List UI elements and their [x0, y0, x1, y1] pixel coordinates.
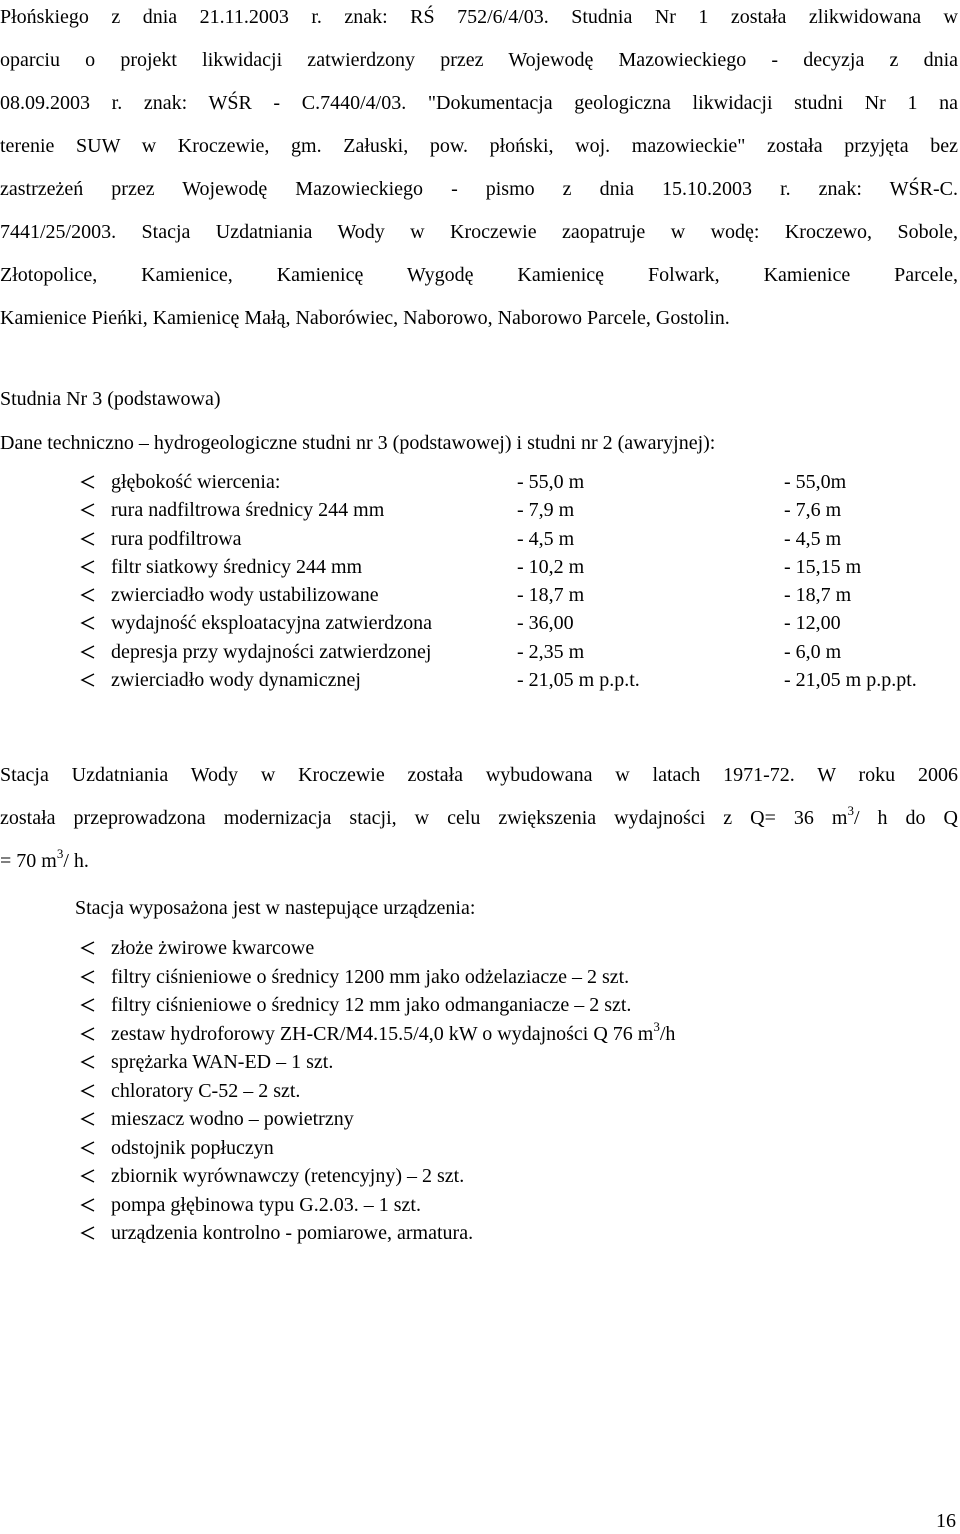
intro-line: Złotopolice, Kamienice, Kamienicę Wygodę Kamienicę Folwark, Kamienice Parcele,: [0, 264, 958, 286]
equipment-label: [111, 1105, 354, 1133]
well3-value: - 4,5 m: [517, 527, 575, 550]
technical-label: rura podfiltrowa: [111, 527, 242, 550]
arrow-bullet-icon: [80, 496, 100, 524]
technical-label: depresja przy wydajności zatwierdzonej: [111, 640, 432, 663]
arrow-bullet-icon: [80, 666, 100, 694]
technical-row: [0, 468, 940, 496]
arrow-bullet-icon: [80, 581, 100, 609]
equipment-item: [0, 1105, 940, 1134]
superscript: 3: [653, 1018, 660, 1034]
arrow-bullet-icon: [80, 1077, 100, 1105]
technical-row: [0, 609, 940, 637]
technical-row: [0, 638, 940, 666]
equipment-item: [0, 1134, 940, 1163]
equipment-text: filtry ciśnieniowe o średnicy 1200 mm jako odżelaziacze – 2 szt.: [111, 965, 630, 988]
intro-line: 7441/25/2003. Stacja Uzdatniania Wody w Kroczewie zaopatruje w wodę: Kroczewo, Sobole,: [0, 221, 958, 243]
arrow-bullet-icon: [80, 1191, 100, 1219]
modernization-text: / h do Q: [853, 807, 959, 829]
equipment-label: [111, 1191, 421, 1219]
technical-row: [0, 496, 940, 524]
well3-value: - 7,9 m: [517, 499, 575, 522]
equipment-text: odstojnik popłuczyn: [111, 1136, 274, 1159]
arrow-bullet-icon: [80, 1134, 100, 1162]
technical-row: [0, 666, 940, 694]
equipment-text: mieszacz wodno – powietrzny: [111, 1108, 354, 1130]
well3-value: - 18,7 m: [517, 584, 585, 607]
technical-label: wydajność eksploatacyjna zatwierdzona: [111, 612, 432, 635]
intro-line: zastrzeżeń przez Wojewodę Mazowieckiego - pismo z dnia 15.10.2003 r. znak: WŚR-C.: [0, 178, 958, 200]
equipment-text: filtry ciśnieniowe o średnicy 12 mm jako odmanganiacze – 2 szt.: [111, 994, 632, 1016]
equipment-label: [111, 991, 631, 1019]
equipment-item: [0, 963, 940, 992]
arrow-bullet-icon: [80, 1020, 100, 1048]
superscript: 3: [847, 803, 854, 818]
well2-value: - 7,6 m: [784, 499, 842, 522]
technical-data-table: [0, 468, 940, 694]
equipment-item: [0, 1077, 940, 1106]
technical-label: zwierciadło wody ustabilizowane: [111, 584, 379, 607]
technical-row: [0, 581, 940, 609]
intro-line: 08.09.2003 r. znak: WŚR - C.7440/4/03. "Dokumentacja geologiczna likwidacji studni Nr 1 na: [0, 92, 958, 114]
well2-value: - 55,0m: [784, 471, 847, 493]
equipment-text: /h: [659, 1022, 676, 1045]
equipment-intro: Stacja wyposażona jest w nastepujące urządzenia:: [75, 897, 476, 919]
equipment-text: zestaw hydroforowy ZH-CR/M4.15.5/4,0 kW o wydajności Q 76 m: [111, 1022, 654, 1045]
arrow-bullet-icon: [80, 525, 100, 553]
arrow-bullet-icon: [80, 1048, 100, 1076]
equipment-item: [0, 1162, 940, 1191]
arrow-bullet-icon: [80, 609, 100, 637]
arrow-bullet-icon: [80, 468, 100, 496]
equipment-label: [111, 934, 314, 962]
intro-paragraph: [0, 2, 958, 346]
intro-line: Kamienice Pieńki, Kamienicę Małą, Naborówiec, Naborowo, Naborowo Parcele, Gostolin.: [0, 307, 730, 329]
arrow-bullet-icon: [80, 1219, 100, 1247]
equipment-label: [111, 1077, 300, 1105]
equipment-text: pompa głębinowa typu G.2.03. – 1 szt.: [111, 1193, 421, 1216]
well2-value: - 12,00: [784, 612, 841, 635]
well2-value: - 6,0 m: [784, 640, 842, 663]
well2-value: - 21,05 m p.p.pt.: [784, 669, 917, 692]
well2-value: - 15,15 m: [784, 555, 862, 578]
equipment-item: [0, 1191, 940, 1220]
intro-line: Płońskiego z dnia 21.11.2003 r. znak: RŚ 752/6/4/03. Studnia Nr 1 została zlikwidowana w: [0, 6, 958, 28]
equipment-label: [111, 1048, 333, 1076]
technical-row: [0, 525, 940, 553]
technical-label: zwierciadło wody dynamicznej: [111, 669, 361, 692]
equipment-item: [0, 934, 940, 963]
arrow-bullet-icon: [80, 1162, 100, 1190]
intro-line: terenie SUW w Kroczewie, gm. Załuski, pow. płoński, woj. mazowieckie" została przyjęta bez: [0, 135, 958, 157]
equipment-text: chloratory C-52 – 2 szt.: [111, 1079, 301, 1102]
well3-value: - 21,05 m p.p.t.: [517, 669, 640, 692]
modernization-text: = 70 m: [0, 850, 57, 872]
equipment-label: [111, 963, 629, 991]
page-number: 16: [936, 1510, 956, 1532]
well2-value: - 4,5 m: [784, 527, 842, 550]
equipment-list: [0, 934, 940, 1248]
equipment-item: [0, 1219, 940, 1248]
technical-label: głębokość wiercenia:: [111, 471, 281, 493]
arrow-bullet-icon: [80, 553, 100, 581]
arrow-bullet-icon: [80, 991, 100, 1019]
arrow-bullet-icon: [80, 963, 100, 991]
well3-value: - 2,35 m: [517, 640, 585, 663]
section-heading: Studnia Nr 3 (podstawowa): [0, 388, 221, 410]
well3-value: - 55,0 m: [517, 471, 585, 493]
well2-value: - 18,7 m: [784, 584, 852, 607]
equipment-label: [111, 1162, 464, 1190]
arrow-bullet-icon: [80, 934, 100, 962]
technical-row: [0, 553, 940, 581]
superscript: 3: [56, 846, 64, 861]
equipment-label: [111, 1134, 274, 1162]
modernization-text: została przeprowadzona modernizacja stacji, w celu zwiększenia wydajności z Q= 36 m: [0, 807, 848, 829]
equipment-label: [111, 1020, 675, 1050]
modernization-paragraph: [0, 760, 958, 889]
modernization-line-3: [0, 846, 958, 889]
modernization-line-1: Stacja Uzdatniania Wody w Kroczewie została wybudowana w latach 1971-72. W roku 2006: [0, 764, 958, 786]
equipment-text: złoże żwirowe kwarcowe: [111, 937, 315, 959]
well3-value: - 36,00: [517, 612, 574, 635]
equipment-text: sprężarka WAN-ED – 1 szt.: [111, 1051, 334, 1073]
equipment-item: [0, 1020, 940, 1049]
equipment-item: [0, 991, 940, 1020]
arrow-bullet-icon: [80, 638, 100, 666]
equipment-text: zbiornik wyrównawczy (retencyjny) – 2 szt.: [111, 1165, 465, 1187]
technical-label: rura nadfiltrowa średnicy 244 mm: [111, 499, 385, 522]
equipment-label: [111, 1219, 473, 1247]
modernization-text: / h.: [63, 850, 89, 872]
well3-value: - 10,2 m: [517, 555, 585, 578]
intro-line: oparciu o projekt likwidacji zatwierdzony przez Wojewodę Mazowieckiego - decyzja z dnia: [0, 49, 958, 71]
equipment-item: [0, 1048, 940, 1077]
technical-label: filtr siatkowy średnicy 244 mm: [111, 555, 363, 578]
section-subheading: Dane techniczno – hydrogeologiczne studni nr 3 (podstawowej) i studni nr 2 (awaryjnej):: [0, 432, 716, 454]
arrow-bullet-icon: [80, 1105, 100, 1133]
modernization-line-2: [0, 803, 958, 846]
equipment-text: urządzenia kontrolno - pomiarowe, armatura.: [111, 1222, 474, 1244]
